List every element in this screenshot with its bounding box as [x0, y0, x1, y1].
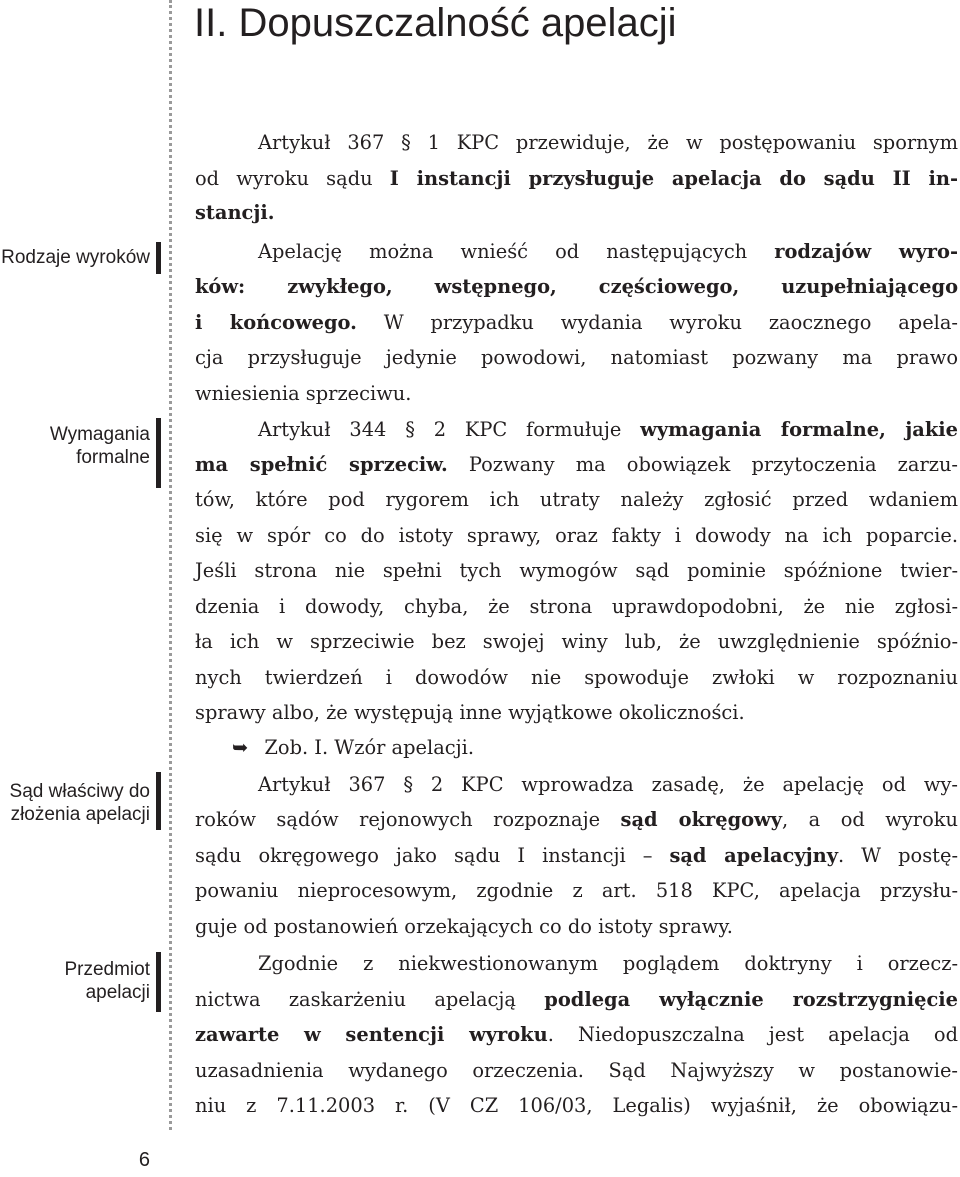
bold-text-run: I instancji przysługuje apelacja do sądu II in-: [389, 167, 958, 190]
margin-note-text: Rodzaje wyroków: [1, 247, 150, 268]
body-line: [195, 554, 958, 588]
text-run: ła ich w sprzeciwie bez swojej winy lub, że uwzględnienie spóźnio-: [195, 630, 958, 653]
margin-note-rodzaje: [0, 246, 150, 269]
text-run: roków sądów rejonowych rozpoznaje: [195, 808, 621, 831]
text-run: guje od postanowień orzekających co do istoty sprawy.: [195, 915, 733, 938]
body-line: [195, 377, 958, 411]
body-line: [195, 1089, 958, 1123]
body-line: [195, 483, 958, 517]
text-run: Pozwany ma obowiązek przytoczenia zarzu-: [447, 453, 958, 476]
bold-text-run: ków: zwykłego, wstępnego, częściowego, uzupełniającego: [195, 275, 958, 298]
text-run: cja przysługuje jedynie powodowi, natomiast pozwany ma prawo: [195, 346, 958, 369]
bold-text-run: zawarte w sentencji wyroku: [195, 1023, 548, 1046]
margin-note-przedmiot: [0, 958, 150, 1004]
body-line: [195, 839, 958, 873]
text-run: Zob. I. Wzór apelacji.: [264, 736, 474, 759]
body-line: [258, 413, 958, 447]
bold-text-run: ma spełnić sprzeciw.: [195, 453, 448, 476]
text-run: niu z 7.11.2003 r. (V CZ 106/03, Legalis) wyjaśnił, że obowiązu-: [195, 1094, 958, 1117]
text-run: nych twierdzeń i dowodów nie spowoduje zwłoki w rozpoznaniu: [195, 666, 958, 689]
text-run: W przypadku wydania wyroku zaocznego apela-: [356, 311, 958, 334]
margin-note-sad: [0, 780, 150, 826]
body-line: [195, 661, 958, 695]
text-run: tów, które pod rygorem ich utraty należy zgłosić przed wdaniem: [195, 488, 958, 511]
body-line: [195, 270, 958, 304]
bold-text-run: sąd apelacyjny: [669, 844, 838, 867]
body-line: [195, 983, 958, 1017]
body-line: [195, 162, 958, 196]
body-line: [195, 803, 958, 837]
text-run: się w spór co do istoty sprawy, oraz fakty i dowody na ich poparcie.: [195, 524, 958, 547]
margin-marker: [156, 772, 161, 830]
text-run: powaniu nieprocesowym, zgodnie z art. 518 KPC, apelacja przysłu-: [195, 879, 958, 902]
margin-note-text: złożenia apelacji: [10, 804, 150, 825]
body-line: [195, 1018, 958, 1052]
text-run: Jeśli strona nie spełni tych wymogów sąd pominie spóźnione twier-: [195, 559, 958, 582]
bold-text-run: podlega wyłącznie rozstrzygnięcie: [544, 988, 958, 1011]
text-run: sprawy albo, że występują inne wyjątkowe okoliczności.: [195, 701, 745, 724]
text-run: Zgodnie z niekwestionowanym poglądem doktryny i orzecz-: [258, 952, 958, 975]
page-number: 6: [138, 1149, 150, 1171]
margin-note-text: Wymagania: [49, 424, 150, 445]
margin-marker: [156, 418, 161, 488]
body-line: [195, 341, 958, 375]
bold-text-run: i końcowego.: [195, 311, 357, 334]
text-run: wniesienia sprzeciwu.: [195, 382, 412, 405]
text-run: sądu okręgowego jako sądu I instancji –: [195, 844, 670, 867]
bold-text-run: sąd okręgowy: [620, 808, 783, 831]
body-line: [195, 625, 958, 659]
body-line: [195, 696, 958, 730]
cross-reference: [232, 731, 932, 765]
body-line: [195, 590, 958, 624]
text-run: , a od wyroku: [782, 808, 958, 831]
body-line: [258, 126, 958, 160]
text-run: Artykuł 367 § 2 KPC wprowadza zasadę, że apelację od wy-: [258, 773, 958, 796]
text-run: nictwa zaskarżeniu apelacją: [195, 988, 545, 1011]
body-line: [258, 947, 958, 981]
margin-note-text: Sąd właściwy do: [9, 781, 150, 802]
text-run: . Niedopuszczalna jest apelacja od: [547, 1023, 958, 1046]
body-line: [258, 235, 958, 269]
bold-text-run: rodzajów wyro-: [774, 240, 958, 263]
margin-note-wymagania: [0, 423, 150, 469]
text-run: Apelację można wnieść od następujących: [258, 240, 775, 263]
body-line: [195, 910, 958, 944]
body-line: [195, 1054, 958, 1088]
bold-text-run: wymagania formalne, jakie: [640, 418, 958, 441]
margin-note-text: Przedmiot: [64, 959, 150, 980]
right-arrow-icon: ➥: [232, 736, 249, 759]
text-run: uzasadnienia wydanego orzeczenia. Sąd Najwyższy w postanowie-: [195, 1059, 958, 1082]
margin-divider: [169, 0, 172, 1130]
text-run: dzenia i dowody, chyba, że strona uprawdopodobni, że nie zgłosi-: [195, 595, 958, 618]
body-line: [258, 768, 958, 802]
margin-note-text: apelacji: [85, 982, 150, 1003]
body-line: [195, 306, 958, 340]
text-run: Artykuł 367 § 1 KPC przewiduje, że w postępowaniu spornym: [258, 131, 958, 154]
margin-marker: [156, 242, 161, 274]
text-run: . W postę-: [837, 844, 959, 867]
body-line: [195, 448, 958, 482]
body-line: [195, 874, 958, 908]
margin-note-text: formalne: [76, 447, 150, 468]
bold-text-run: stancji.: [195, 201, 275, 224]
page-title: II. Dopuszczalność apelacji: [194, 1, 677, 45]
body-line: [195, 519, 958, 553]
margin-marker: [156, 952, 161, 1012]
text-run: Artykuł 344 § 2 KPC formułuje: [258, 418, 641, 441]
text-run: od wyroku sądu: [195, 167, 390, 190]
body-line: [195, 196, 958, 230]
